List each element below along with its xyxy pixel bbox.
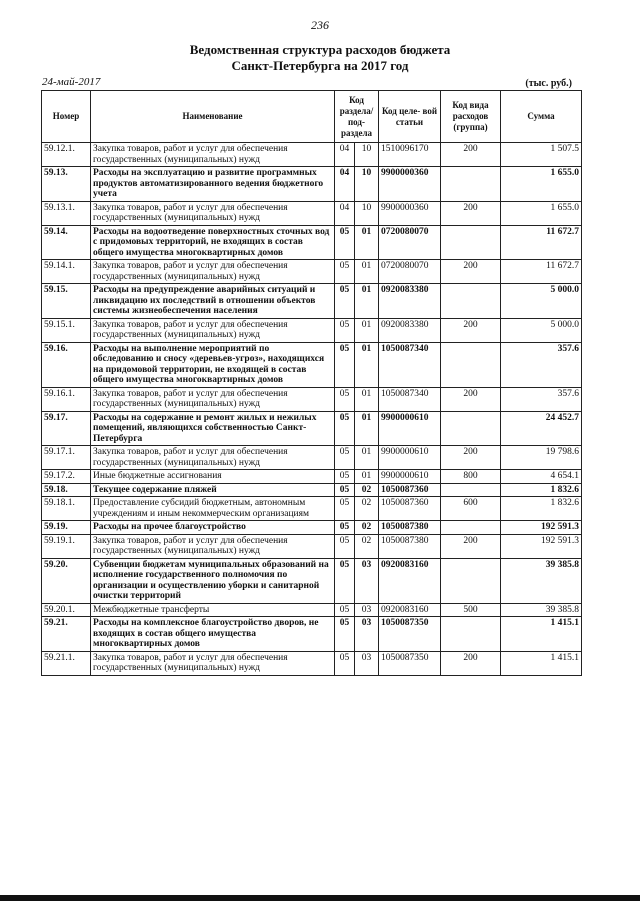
row-sum: 1 832.6: [501, 483, 582, 497]
row-name: Закупка товаров, работ и услуг для обеспечения государственных (муниципальных) нужд: [91, 534, 335, 558]
row-section: 05: [335, 411, 355, 446]
units-label: (тыс. руб.): [525, 78, 572, 89]
row-subsection: 10: [355, 167, 379, 202]
row-expense-type: 800: [441, 470, 501, 484]
table-row: [42, 558, 582, 603]
table-row: [42, 534, 582, 558]
title-line-2: Санкт-Петербурга на 2017 год: [231, 58, 409, 73]
row-expense-type: [441, 342, 501, 387]
row-number: 59.14.1.: [42, 260, 91, 284]
row-sum: 39 385.8: [501, 558, 582, 603]
row-subsection: 01: [355, 318, 379, 342]
row-sum: 5 000.0: [501, 284, 582, 319]
row-name: Расходы на комплексное благоустройство дворов, не входящих в состав общего имущества многоквартирных домов: [91, 617, 335, 652]
row-number: 59.15.1.: [42, 318, 91, 342]
table-row: [42, 446, 582, 470]
row-section: 05: [335, 342, 355, 387]
row-section: 04: [335, 167, 355, 202]
row-subsection: 03: [355, 617, 379, 652]
row-sum: 11 672.7: [501, 260, 582, 284]
row-number: 59.15.: [42, 284, 91, 319]
row-target-code: 9900000610: [379, 446, 441, 470]
header-section: Код раздела/ под- раздела: [335, 91, 379, 143]
table-row: [42, 225, 582, 260]
row-target-code: 0720080070: [379, 225, 441, 260]
row-sum: 39 385.8: [501, 603, 582, 617]
row-sum: 24 452.7: [501, 411, 582, 446]
budget-table: [41, 90, 582, 676]
row-name: Текущее содержание пляжей: [91, 483, 335, 497]
row-target-code: 0920083160: [379, 558, 441, 603]
row-target-code: 0920083380: [379, 284, 441, 319]
row-number: 59.19.: [42, 521, 91, 535]
table-row: [42, 497, 582, 521]
row-number: 59.19.1.: [42, 534, 91, 558]
row-name: Расходы на эксплуатацию и развитие программных продуктов автоматизированного ведения бюджетного учета: [91, 167, 335, 202]
row-sum: 11 672.7: [501, 225, 582, 260]
row-name: Закупка товаров, работ и услуг для обеспечения государственных (муниципальных) нужд: [91, 651, 335, 675]
row-expense-type: [441, 284, 501, 319]
row-section: 05: [335, 534, 355, 558]
row-subsection: 02: [355, 483, 379, 497]
row-expense-type: 200: [441, 387, 501, 411]
row-subsection: 02: [355, 521, 379, 535]
table-row: [42, 284, 582, 319]
row-name: Расходы на водоотведение поверхностных сточных вод с придомовых территорий, не входящих в состав общего имущества многоквартирных домов: [91, 225, 335, 260]
row-number: 59.16.1.: [42, 387, 91, 411]
row-section: 05: [335, 603, 355, 617]
row-section: 05: [335, 651, 355, 675]
row-sum: 4 654.1: [501, 470, 582, 484]
row-number: 59.16.: [42, 342, 91, 387]
row-expense-type: 200: [441, 651, 501, 675]
row-number: 59.17.2.: [42, 470, 91, 484]
row-sum: 357.6: [501, 342, 582, 387]
row-subsection: 10: [355, 143, 379, 167]
row-sum: 19 798.6: [501, 446, 582, 470]
row-section: 05: [335, 284, 355, 319]
row-number: 59.17.1.: [42, 446, 91, 470]
row-subsection: 01: [355, 260, 379, 284]
table-row: [42, 201, 582, 225]
row-expense-type: [441, 521, 501, 535]
row-name: Расходы на содержание и ремонт жилых и нежилых помещений, являющихся собственностью Санкт-Петербурга: [91, 411, 335, 446]
row-name: Закупка товаров, работ и услуг для обеспечения государственных (муниципальных) нужд: [91, 201, 335, 225]
row-subsection: 01: [355, 342, 379, 387]
table-row: [42, 521, 582, 535]
row-expense-type: 200: [441, 534, 501, 558]
row-target-code: 1050087340: [379, 387, 441, 411]
row-sum: 1 415.1: [501, 651, 582, 675]
table-row: [42, 470, 582, 484]
row-name: Межбюджетные трансферты: [91, 603, 335, 617]
table-row: [42, 387, 582, 411]
row-section: 05: [335, 483, 355, 497]
table-row: [42, 411, 582, 446]
row-target-code: 1050087350: [379, 617, 441, 652]
row-section: 05: [335, 446, 355, 470]
row-subsection: 01: [355, 387, 379, 411]
table-row: [42, 483, 582, 497]
row-sum: 1 415.1: [501, 617, 582, 652]
row-subsection: 10: [355, 201, 379, 225]
row-name: Иные бюджетные ассигнования: [91, 470, 335, 484]
document-date: 24-май-2017: [42, 76, 101, 88]
row-section: 05: [335, 470, 355, 484]
row-name: Субвенции бюджетам муниципальных образований на исполнение государственного полномочия по организации и осуществлению уборки и санитарной очистки территорий: [91, 558, 335, 603]
row-section: 05: [335, 521, 355, 535]
row-number: 59.20.: [42, 558, 91, 603]
row-number: 59.13.1.: [42, 201, 91, 225]
row-name: Закупка товаров, работ и услуг для обеспечения государственных (муниципальных) нужд: [91, 143, 335, 167]
table-row: [42, 651, 582, 675]
row-expense-type: [441, 617, 501, 652]
row-expense-type: 200: [441, 201, 501, 225]
row-expense-type: 200: [441, 446, 501, 470]
row-target-code: 9900000360: [379, 167, 441, 202]
row-section: 05: [335, 497, 355, 521]
row-expense-type: 200: [441, 318, 501, 342]
row-section: 04: [335, 201, 355, 225]
row-expense-type: 200: [441, 143, 501, 167]
row-expense-type: 500: [441, 603, 501, 617]
row-expense-type: [441, 483, 501, 497]
row-name: Закупка товаров, работ и услуг для обеспечения государственных (муниципальных) нужд: [91, 446, 335, 470]
row-sum: 1 832.6: [501, 497, 582, 521]
row-subsection: 03: [355, 651, 379, 675]
table-row: [42, 603, 582, 617]
row-name: Расходы на предупреждение аварийных ситуаций и ликвидацию их последствий в отношении объектов системы жизнеобеспечения населения: [91, 284, 335, 319]
row-section: 05: [335, 387, 355, 411]
row-section: 04: [335, 143, 355, 167]
row-expense-type: 200: [441, 260, 501, 284]
row-target-code: 1050087360: [379, 497, 441, 521]
row-section: 05: [335, 617, 355, 652]
table-row: [42, 342, 582, 387]
row-number: 59.14.: [42, 225, 91, 260]
bottom-border: [0, 895, 640, 901]
row-number: 59.20.1.: [42, 603, 91, 617]
row-number: 59.21.1.: [42, 651, 91, 675]
row-subsection: 01: [355, 411, 379, 446]
row-name: Закупка товаров, работ и услуг для обеспечения государственных (муниципальных) нужд: [91, 260, 335, 284]
row-target-code: 0720080070: [379, 260, 441, 284]
row-name: Расходы на выполнение мероприятий по обследованию и сносу «деревьев-угроз», находящихся на придомовой территории, не входящей в состав общего имущества многоквартирных домов: [91, 342, 335, 387]
table-row: [42, 167, 582, 202]
row-expense-type: [441, 167, 501, 202]
table-row: [42, 260, 582, 284]
row-number: 59.21.: [42, 617, 91, 652]
row-name: Закупка товаров, работ и услуг для обеспечения государственных (муниципальных) нужд: [91, 318, 335, 342]
table-row: [42, 318, 582, 342]
row-subsection: 01: [355, 225, 379, 260]
page-number: 236: [311, 18, 329, 32]
row-target-code: 1050087360: [379, 483, 441, 497]
header-name: Наименование: [91, 91, 335, 143]
row-sum: 5 000.0: [501, 318, 582, 342]
row-expense-type: [441, 558, 501, 603]
row-target-code: 9900000360: [379, 201, 441, 225]
title-line-1: Ведомственная структура расходов бюджета: [189, 42, 451, 57]
row-name: Расходы на прочее благоустройство: [91, 521, 335, 535]
row-subsection: 02: [355, 497, 379, 521]
row-target-code: 1050087340: [379, 342, 441, 387]
row-expense-type: [441, 411, 501, 446]
row-number: 59.17.: [42, 411, 91, 446]
row-target-code: 1510096170: [379, 143, 441, 167]
row-subsection: 02: [355, 534, 379, 558]
table-body: [42, 143, 582, 676]
row-sum: 1 507.5: [501, 143, 582, 167]
row-sum: 192 591.3: [501, 534, 582, 558]
row-section: 05: [335, 225, 355, 260]
row-number: 59.18.: [42, 483, 91, 497]
row-number: 59.18.1.: [42, 497, 91, 521]
row-sum: 357.6: [501, 387, 582, 411]
row-sum: 1 655.0: [501, 201, 582, 225]
header-target: Код целе- вой статьи: [379, 91, 441, 143]
row-target-code: 1050087350: [379, 651, 441, 675]
row-name: Предоставление субсидий бюджетным, автономным учреждениям и иным некоммерческим организациям: [91, 497, 335, 521]
row-subsection: 03: [355, 558, 379, 603]
table-row: [42, 143, 582, 167]
document-title: [0, 42, 640, 74]
row-subsection: 01: [355, 470, 379, 484]
row-target-code: 1050087380: [379, 521, 441, 535]
row-number: 59.13.: [42, 167, 91, 202]
row-section: 05: [335, 558, 355, 603]
row-section: 05: [335, 318, 355, 342]
row-target-code: 0920083160: [379, 603, 441, 617]
row-target-code: 0920083380: [379, 318, 441, 342]
header-number: Номер: [42, 91, 91, 143]
row-expense-type: [441, 225, 501, 260]
row-sum: 1 655.0: [501, 167, 582, 202]
header-sum: Сумма: [501, 91, 582, 143]
row-subsection: 03: [355, 603, 379, 617]
row-name: Закупка товаров, работ и услуг для обеспечения государственных (муниципальных) нужд: [91, 387, 335, 411]
row-target-code: 9900000610: [379, 411, 441, 446]
row-section: 05: [335, 260, 355, 284]
row-target-code: 1050087380: [379, 534, 441, 558]
table-row: [42, 617, 582, 652]
row-number: 59.12.1.: [42, 143, 91, 167]
row-subsection: 01: [355, 446, 379, 470]
row-subsection: 01: [355, 284, 379, 319]
row-expense-type: 600: [441, 497, 501, 521]
row-target-code: 9900000610: [379, 470, 441, 484]
row-sum: 192 591.3: [501, 521, 582, 535]
header-expense-type: Код вида расходов (группа): [441, 91, 501, 143]
